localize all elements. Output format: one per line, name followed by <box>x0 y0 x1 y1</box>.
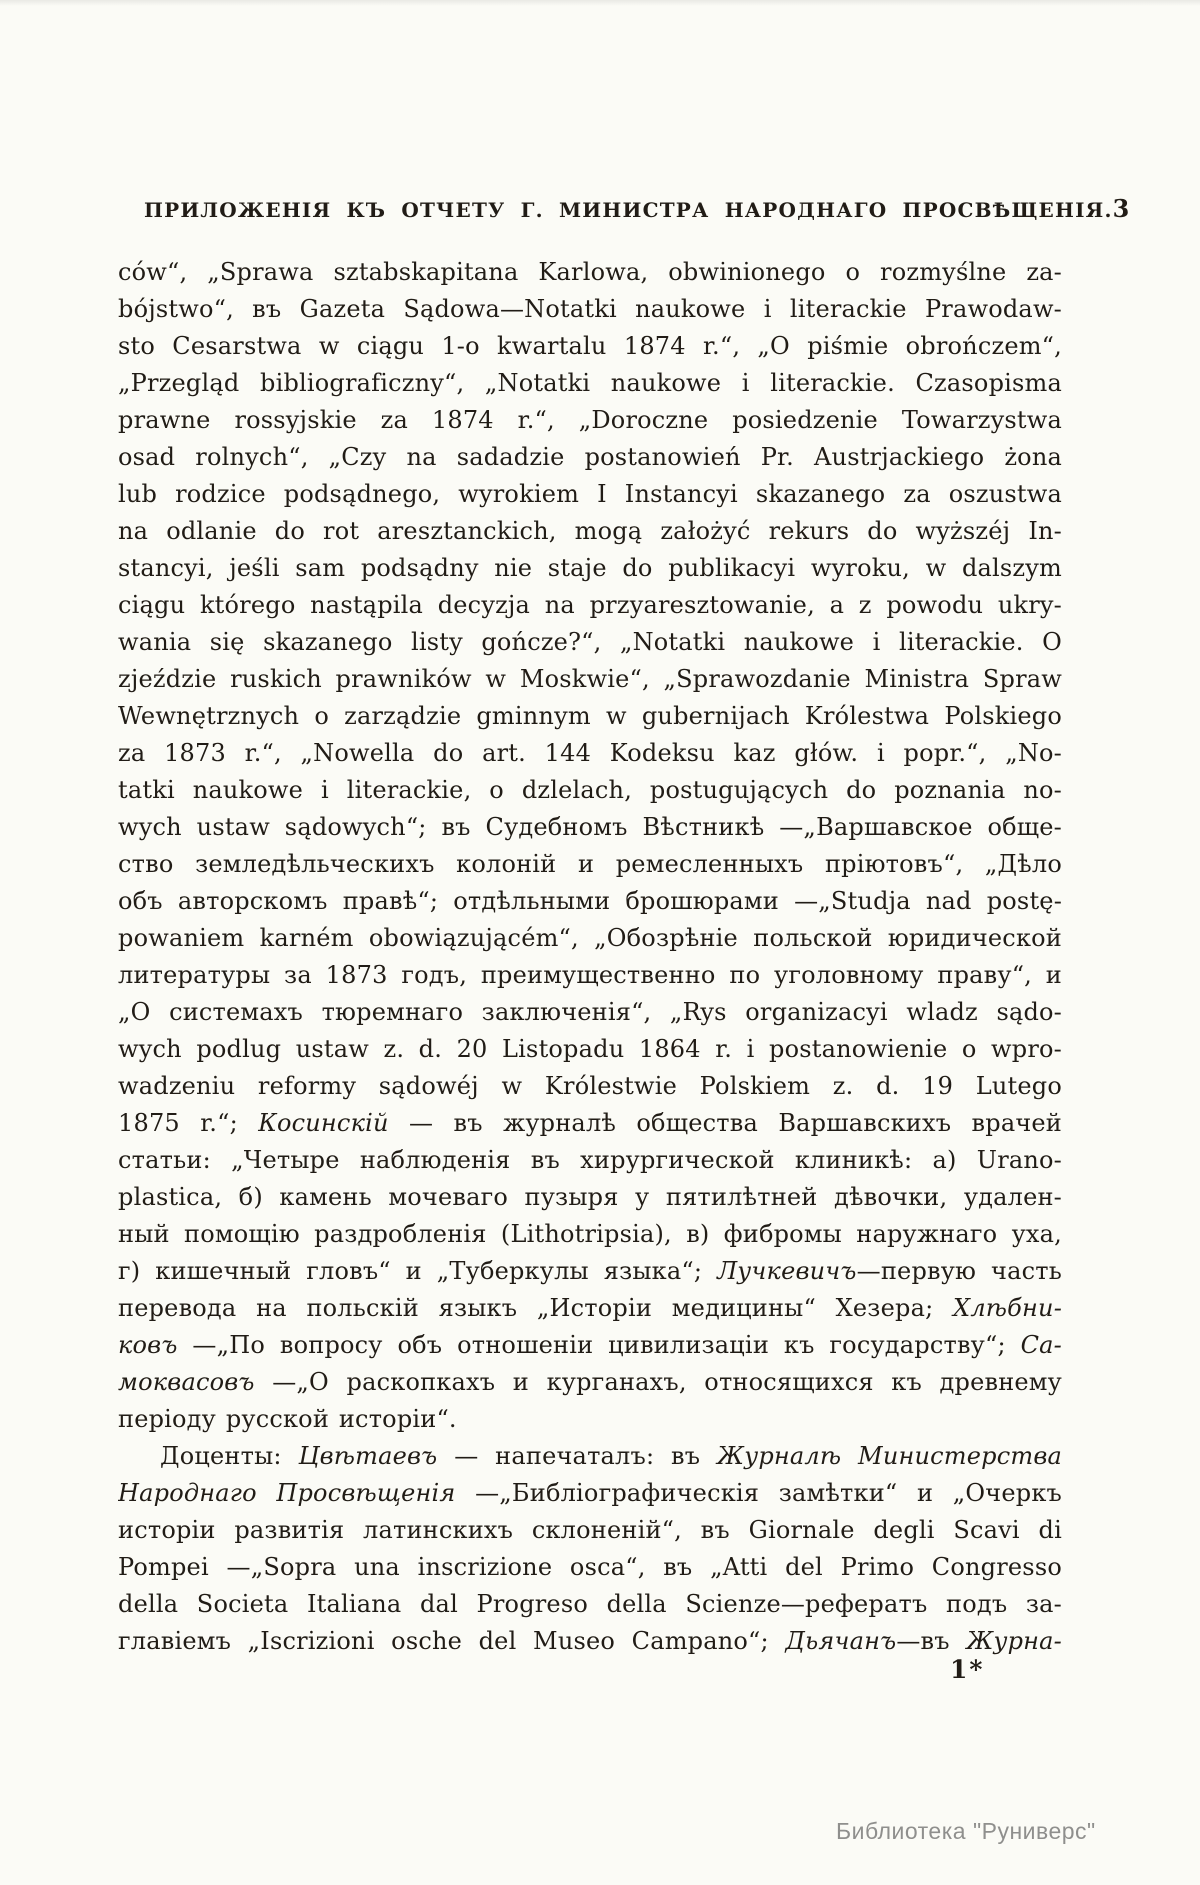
text-run: wadzeniu reformy sądowéj w Królestwie Polskiem z. d. 19 Lutego <box>118 1072 1062 1100</box>
text-run: wych ustaw sądowych“; въ Судебномъ Вѣстникѣ —„Варшавское обще- <box>118 813 1062 841</box>
text-run: Wewnętrznych o zarządzie gminnym w gubernijach Królestwa Polskiego <box>118 702 1062 730</box>
text-run: моквасовъ <box>118 1368 255 1396</box>
signature-mark: 1* <box>950 1655 985 1684</box>
text-run: статьи: „Четыре наблюденія въ хирургической клиникѣ: а) Urano- <box>118 1146 1062 1174</box>
text-line <box>118 513 1062 550</box>
text-line <box>118 1179 1062 1216</box>
page-number: 3 <box>1112 194 1130 223</box>
text-run: „Przegląd bibliograficzny“, „Notatki naukowe i literackie. Czasopisma <box>118 369 1062 397</box>
text-line <box>118 735 1062 772</box>
paragraph <box>118 1438 1062 1660</box>
text-run: Народнаго Просвѣщенія <box>118 1479 456 1507</box>
text-run: 1875 r.“; <box>118 1109 259 1137</box>
text-run: —„По вопросу объ отношеніи цивилизаціи къ государству“; <box>177 1331 1021 1359</box>
text-run: періоду русской исторіи“. <box>118 1405 457 1433</box>
text-line <box>118 1364 1062 1401</box>
text-run: Хлѣбни- <box>953 1294 1062 1322</box>
text-line <box>118 476 1062 513</box>
text-run: plastica, б) камень мочеваго пузыря у пятилѣтней дѣвочки, удален- <box>118 1183 1062 1211</box>
text-run: г) кишечный гловъ“ и „Туберкулы языка“; <box>118 1257 718 1285</box>
text-run: Са- <box>1020 1331 1062 1359</box>
text-line <box>118 772 1062 809</box>
text-run: исторіи развитія латинскихъ склоненій“, въ Giornale degli Scavi di <box>118 1516 1062 1544</box>
text-line <box>118 328 1062 365</box>
text-run: главіемъ „Iscrizioni osche del Museo Campano“; <box>118 1627 786 1655</box>
text-run: lub rodzice podsądnego, wyrokiem I Instancyi skazanego za oszustwa <box>118 480 1062 508</box>
text-run: stancyi, jeśli sam podsądny nie staje do publikacyi wyroku, w dalszym <box>118 554 1062 582</box>
text-line <box>118 1549 1062 1586</box>
text-run: — напечаталъ: въ <box>437 1442 718 1470</box>
body-text <box>118 254 1062 1660</box>
text-run: bójstwo“, въ Gazeta Sądowa—Notatki naukowe i literackie Prawodaw- <box>118 295 1062 323</box>
text-run: na odlanie do rot aresztanckich, mogą założyć rekurs do wyższéj In- <box>118 517 1062 545</box>
text-run: Доценты: <box>160 1442 299 1470</box>
text-line <box>118 439 1062 476</box>
text-line <box>118 809 1062 846</box>
text-run: —въ <box>896 1627 967 1655</box>
text-run: wania się skazanego listy gończe?“, „Notatki naukowe i literackie. O <box>118 628 1062 656</box>
text-line <box>118 1216 1062 1253</box>
text-run: Журна- <box>966 1627 1062 1655</box>
page-header <box>118 194 1130 223</box>
text-line <box>118 1401 1062 1438</box>
text-run: литературы за 1873 годъ, преимущественно по уголовному праву“, и <box>118 961 1062 989</box>
watermark-text: Библиотека "Руниверс" <box>836 1818 1096 1844</box>
text-run: Косинскій <box>258 1109 389 1137</box>
text-run: —„Библіографическія замѣтки“ и „Очеркъ <box>455 1479 1062 1507</box>
text-run: — въ журналѣ общества Варшавскихъ врачей <box>388 1109 1062 1137</box>
text-run: объ авторскомъ правѣ“; отдѣльными брошюрами —„Studja nad postę- <box>118 887 1062 915</box>
text-line <box>118 402 1062 439</box>
text-line <box>118 1142 1062 1179</box>
text-run: powaniem karném obowiązującém“, „Обозрѣніе польской юридической <box>118 924 1062 952</box>
text-line <box>118 1475 1062 1512</box>
paragraph <box>118 254 1062 1438</box>
text-run: ców“, „Sprawa sztabskapitana Karlowa, obwinionego o rozmyślne za- <box>118 258 1062 286</box>
text-line <box>118 624 1062 661</box>
text-run: ный помощію раздробленія (Lithotripsia), в) фибромы наружнаго уха, <box>118 1220 1062 1248</box>
text-run: osad rolnych“, „Czy na sadadzie postanowień Pr. Austrjackiego żona <box>118 443 1062 471</box>
text-line <box>118 1105 1062 1142</box>
text-line <box>118 1290 1062 1327</box>
text-run: ство земледѣльческихъ колоній и ремесленныхъ пріютовъ“, „Дѣло <box>118 850 1062 878</box>
text-line <box>118 846 1062 883</box>
text-line <box>118 920 1062 957</box>
text-line <box>118 1586 1062 1623</box>
text-line <box>118 254 1062 291</box>
text-run: Цвѣтаевъ <box>298 1442 438 1470</box>
text-line <box>118 883 1062 920</box>
text-run: della Societa Italiana dal Progreso della Scienze—рефератъ подъ за- <box>118 1590 1062 1618</box>
text-line <box>118 1031 1062 1068</box>
text-line <box>118 957 1062 994</box>
text-line <box>118 1438 1062 1475</box>
text-line <box>118 1327 1062 1364</box>
text-line <box>118 1512 1062 1549</box>
text-run: —„О раскопкахъ и курганахъ, относящихся къ древнему <box>254 1368 1062 1396</box>
text-run: Дьячанъ <box>785 1627 897 1655</box>
text-run: Журналѣ Министерства <box>717 1442 1062 1470</box>
text-run: ciągu którego nastąpila decyzja na przyaresztowanie, a z powodu ukry- <box>118 591 1062 619</box>
text-run: —первую часть <box>856 1257 1062 1285</box>
text-line <box>118 1253 1062 1290</box>
text-line <box>118 550 1062 587</box>
text-run: tatki naukowe i literackie, o dzlelach, postugujących do poznania no- <box>118 776 1062 804</box>
text-run: prawne rossyjskie za 1874 r.“, „Doroczne posiedzenie Towarzystwa <box>118 406 1062 434</box>
text-line <box>118 291 1062 328</box>
text-run: sto Cesarstwa w ciągu 1-o kwartalu 1874 r.“, „O piśmie obrończem“, <box>118 332 1062 360</box>
text-line <box>118 365 1062 402</box>
text-run: wych podlug ustaw z. d. 20 Listopadu 1864 r. i postanowienie o wpro- <box>118 1035 1062 1063</box>
text-run: za 1873 r.“, „Nowella do art. 144 Kodeksu kaz głów. i popr.“, „No- <box>118 739 1062 767</box>
text-line <box>118 661 1062 698</box>
text-run: перевода на польскій языкъ „Исторіи медицины“ Хезера; <box>118 1294 954 1322</box>
running-header-title: ПРИЛОЖЕНІЯ КЪ ОТЧЕТУ Г. МИНИСТРА НАРОДНАГО ПРОСВѢЩЕНІЯ. <box>144 198 1113 222</box>
text-run: Лучкевичъ <box>717 1257 857 1285</box>
text-run: ковъ <box>118 1331 178 1359</box>
text-line <box>118 698 1062 735</box>
text-line <box>118 994 1062 1031</box>
text-run: Pompei —„Sopra una inscrizione osca“, въ „Atti del Primo Congresso <box>118 1553 1062 1581</box>
text-line <box>118 1068 1062 1105</box>
text-run: „О системахъ тюремнаго заключенія“, „Rys organizacyi wladz sądo- <box>118 998 1062 1026</box>
text-line <box>118 1623 1062 1660</box>
text-run: zjeździe ruskich prawników w Moskwie“, „Sprawozdanie Ministra Spraw <box>118 665 1062 693</box>
text-line <box>118 587 1062 624</box>
